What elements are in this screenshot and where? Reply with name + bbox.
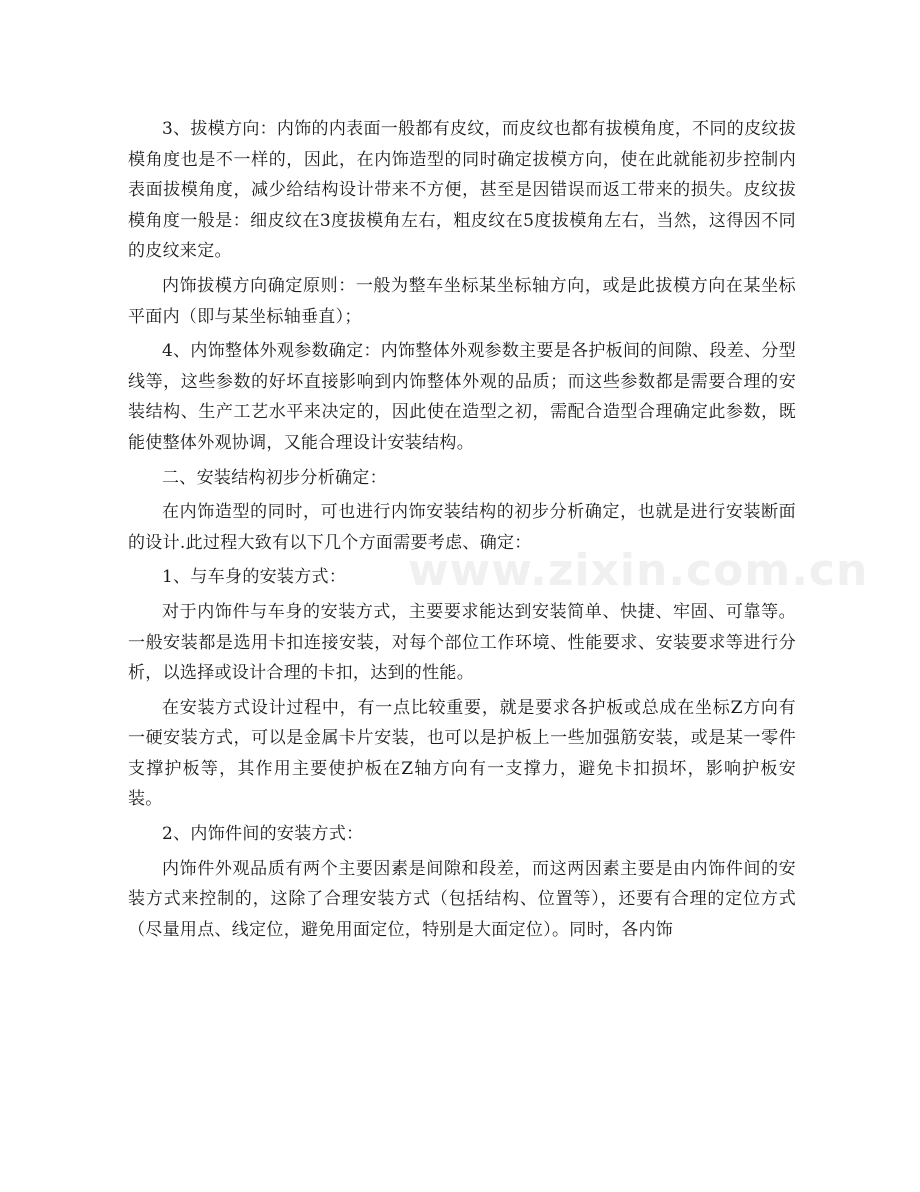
subheading-body-installation: 1、与车身的安装方式： xyxy=(162,567,347,588)
document-body xyxy=(128,114,796,949)
subheading-part-installation: 2、内饰件间的安装方式： xyxy=(162,824,364,845)
paragraph-clip-installation: 对于内饰件与车身的安装方式，主要要求能达到安装简单、快捷、牢固、可靠等。一般安装都是选用卡扣连接安装，对每个部位工作环境、性能要求、安装要求等进行分析，以选择或设计合理的卡扣，达到的性能。 xyxy=(128,601,796,684)
paragraph-draft-direction: 3、拔模方向：内饰的内表面一般都有皮纹，而皮纹也都有拔模角度，不同的皮纹拔模角度也是不一样的，因此，在内饰造型的同时确定拔模方向，使在此就能初步控制内表面拔模角度，减少给结构设计带来不方便，甚至是因错误而返工带来的损失。皮纹拔模角度一般是：细皮纹在3度拔模角左右，粗皮纹在5度拔模角左右，当然，这得因不同的皮纹来定。 xyxy=(128,119,796,262)
watermark: www.zixin.com.cn xyxy=(408,545,869,596)
paragraph-installation-intro: 在内饰造型的同时，可也进行内饰安装结构的初步分析确定，也就是进行安装断面的设计.此过程大致有以下几个方面需要考虑、确定： xyxy=(128,502,796,553)
paragraph-appearance-parameters: 4、内饰整体外观参数确定：内饰整体外观参数主要是各护板间的间隙、段差、分型线等，这些参数的好坏直接影响到内饰整体外观的品质；而这些参数都是需要合理的安装结构、生产工艺水平来决定的，因此使在造型之初，需配合造型合理确定此参数，既能使整体外观协调，又能合理设计安装结构。 xyxy=(128,341,796,453)
paragraph-gap-and-flush: 内饰件外观品质有两个主要因素是间隙和段差，而这两因素主要是由内饰件间的安装方式来控制的，这除了合理安装方式（包括结构、位置等），还要有合理的定位方式（尽量用点、线定位，避免用面定位，特别是大面定位）。同时，各内饰 xyxy=(128,858,796,940)
section-heading-installation-structure: 二、安装结构初步分析确定： xyxy=(162,467,387,488)
paragraph-z-direction-support: 在安装方式设计过程中，有一点比较重要，就是要求各护板或总成在坐标Z方向有一硬安装方式，可以是金属卡片安装，也可以是护板上一些加强筋安装，或是某一零件支撑护板等，其作用主要使护板在Z轴方向有一支撑力，避免卡扣损坏，影响护板安装。 xyxy=(128,697,796,810)
paragraph-draft-principle: 内饰拔模方向确定原则：一般为整车坐标某坐标轴方向，或是此拔模方向在某坐标平面内（即与某坐标轴垂直）； xyxy=(128,275,796,327)
